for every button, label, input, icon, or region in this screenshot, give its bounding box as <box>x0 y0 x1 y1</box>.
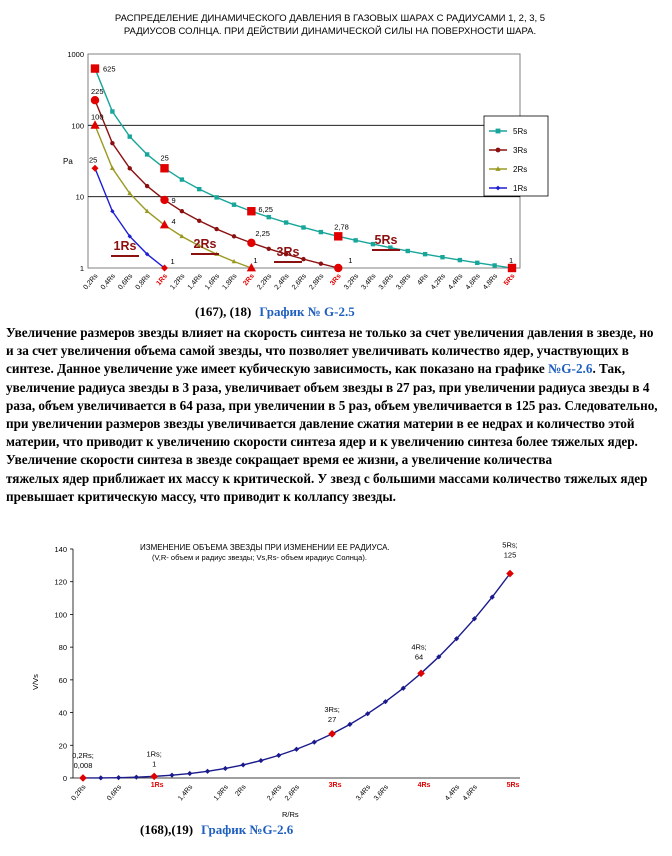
region-label: 3Rs <box>276 245 300 259</box>
volume-data-point <box>258 758 263 763</box>
data-point-5Rs <box>128 134 132 138</box>
data-point-5Rs <box>353 238 357 242</box>
data-point-5Rs <box>267 215 271 219</box>
graph-reference-link[interactable]: №G-2.6 <box>548 361 593 377</box>
volume-label-line1: 0,2Rs; <box>72 750 94 760</box>
chart1-xtick-label: 2,2Rs <box>256 272 274 292</box>
chart1-xtick-label: 3,6Rs <box>377 272 395 292</box>
chart1-xtick-label: 2Rs <box>242 272 256 288</box>
data-point-3Rs <box>232 234 236 238</box>
data-point-3Rs <box>197 219 201 223</box>
volume-data-point <box>134 775 139 780</box>
chart1-xtick-label: 0,8Rs <box>134 272 152 292</box>
chart1-caption-numbers: (167), (18) <box>195 304 252 319</box>
highlight-point <box>91 96 99 104</box>
chart1-xtick-label: 1,6Rs <box>204 272 222 292</box>
volume-data-point <box>241 762 246 767</box>
chart2-ytick-label: 20 <box>58 741 67 751</box>
data-point-5Rs <box>458 258 462 262</box>
chart1-xtick-label: 4,4Rs <box>447 272 465 292</box>
volume-data-point <box>276 753 281 758</box>
chart2-ytick-label: 140 <box>54 545 67 554</box>
chart2-caption-numbers: (168),(19) <box>140 822 194 837</box>
data-point-5Rs <box>440 255 444 259</box>
data-point-3Rs <box>145 184 149 188</box>
data-point-3Rs <box>319 262 323 266</box>
data-point-5Rs <box>232 202 236 206</box>
highlight-point <box>508 264 516 272</box>
data-point-5Rs <box>180 177 184 181</box>
chart2-xtick-label: 0,6Rs <box>105 783 124 803</box>
chart1-ylabel: Pa <box>63 157 73 166</box>
chart2-xtick-label: 4Rs <box>417 782 431 789</box>
chart1-ytick-label: 10 <box>75 192 84 202</box>
data-point-5Rs <box>423 252 427 256</box>
chart2-xtick-label: 4,6Rs <box>461 783 479 803</box>
chart2-xtick-label: 3,4Rs <box>355 783 373 803</box>
chart1-title-line1: РАСПРЕДЕЛЕНИЕ ДИНАМИЧЕСКОГО ДАВЛЕНИЯ В ГАЗОВЫХ ШАРАХ С РАДИУСАМИ 1, 2, 3, 5 <box>114 13 546 24</box>
volume-label-line2: 27 <box>327 714 337 724</box>
data-point-5Rs <box>110 109 114 113</box>
point-value-label: 2,25 <box>255 228 270 238</box>
volume-label-line1: 1Rs; <box>146 749 162 759</box>
chart1-xtick-label: 1,2Rs <box>169 272 187 292</box>
point-value-label: 625 <box>103 64 116 74</box>
chart2-xtick-label: 2Rs <box>234 783 248 798</box>
chart1-xtick-label: 3Rs <box>329 272 343 288</box>
data-point-5Rs <box>319 230 323 234</box>
chart1-xtick-label: 0,4Rs <box>99 272 117 292</box>
chart2-xtick-label: 2,6Rs <box>283 783 302 803</box>
highlight-point <box>334 232 342 240</box>
volume-label-line2: 0,008 <box>73 760 93 770</box>
chart2-caption <box>140 822 293 838</box>
data-point-5Rs <box>492 263 496 267</box>
chart2-xtick-label: 3,6Rs <box>372 783 390 803</box>
chart2-ytick-label: 100 <box>54 610 67 620</box>
point-value-label: 25 <box>89 155 98 165</box>
chart2-title-line2: (V,R- объем и радиус звезды; Vs,Rs- объем ирадиус Солнца). <box>152 553 367 562</box>
volume-label-line1: 3Rs; <box>324 704 340 714</box>
point-value-label: 1 <box>509 256 514 265</box>
volume-highlight-point <box>79 774 87 782</box>
chart2-xlabel: R/Rs <box>282 810 299 818</box>
chart1-xtick-label: 2,8Rs <box>308 272 326 292</box>
point-value-label: 1 <box>170 257 175 266</box>
chart1-xtick-label: 3,2Rs <box>343 272 361 292</box>
data-point-5Rs <box>145 152 149 156</box>
highlight-point <box>91 64 99 72</box>
volume-label-line2: 1 <box>152 759 157 769</box>
data-point-5Rs <box>284 220 288 224</box>
point-value-label: 9 <box>171 195 176 205</box>
point-value-label: 100 <box>91 112 104 122</box>
chart1-ytick-label: 1000 <box>67 50 84 59</box>
legend-label-3Rs: 3Rs <box>513 146 528 155</box>
data-point-5Rs <box>197 187 201 191</box>
volume-label-line1: 5Rs; <box>502 540 518 550</box>
region-label: 1Rs <box>113 239 137 253</box>
volume-label-line2: 125 <box>503 550 517 560</box>
chart1-caption-ref: График № G-2.5 <box>259 304 355 319</box>
chart1-xtick-label: 3,4Rs <box>360 272 378 292</box>
chart1-xtick-label: 2,4Rs <box>273 272 291 292</box>
volume-data-point <box>187 771 192 776</box>
region-label: 5Rs <box>374 233 398 247</box>
volume-data-point <box>98 775 103 780</box>
chart1-xtick-label: 5Rs <box>502 272 517 288</box>
chart1-xtick-label: 4,8Rs <box>482 272 500 292</box>
point-value-label: 1 <box>348 256 353 265</box>
chart2-xtick-label: 1Rs <box>150 782 164 789</box>
chart2-ytick-label: 60 <box>58 675 67 685</box>
volume-label-line1: 4Rs; <box>411 642 427 652</box>
chart2-ylabel: V/Vs <box>31 674 40 690</box>
chart2-xtick-label: 1,4Rs <box>177 783 195 803</box>
chart2-xtick-label: 3Rs <box>328 782 342 789</box>
volume-data-point <box>312 739 317 744</box>
chart1-xtick-label: 4,6Rs <box>464 272 482 292</box>
data-point-5Rs <box>301 225 305 229</box>
point-value-label: 225 <box>91 87 104 97</box>
volume-data-point <box>116 775 121 780</box>
volume-data-point <box>294 747 299 752</box>
chart1-xtick-label: 0,6Rs <box>117 272 135 292</box>
chart2-caption-ref: График №G-2.6 <box>201 822 294 837</box>
point-value-label: 2,78 <box>334 222 349 232</box>
chart1-plot-area <box>88 54 520 268</box>
chart2-xtick-label: 1,8Rs <box>212 783 230 803</box>
chart2-xtick-label: 5Rs <box>506 782 520 789</box>
chart1-title-line2: РАДИУСОВ СОЛНЦА. ПРИ ДЕЙСТВИИ ДИНАМИЧЕСКОЙ СИЛЫ НА ПОВЕРХНОСТИ ШАРА. <box>123 26 537 37</box>
chart1-xtick-label: 1,8Rs <box>221 272 239 292</box>
legend-label-1Rs: 1Rs <box>513 184 528 193</box>
point-value-label: 1 <box>253 256 258 265</box>
chart2-ytick-label: 40 <box>58 708 67 718</box>
point-value-label: 25 <box>160 153 169 163</box>
point-value-label: 6,25 <box>258 205 273 215</box>
chart2-ytick-label: 0 <box>62 774 67 783</box>
data-point-3Rs <box>180 209 184 213</box>
legend-marker-5Rs <box>496 129 501 134</box>
legend-label-5Rs: 5Rs <box>513 127 528 136</box>
volume-data-point <box>223 766 228 771</box>
point-value-label: 4 <box>171 217 176 227</box>
chart1-caption <box>195 304 355 320</box>
chart1-xtick-label: 2,6Rs <box>290 272 309 292</box>
data-point-3Rs <box>301 257 305 261</box>
highlight-point <box>160 164 168 172</box>
chart1-xtick-label: 4Rs <box>416 272 430 287</box>
volume-data-point <box>205 769 210 774</box>
volume-chart <box>0 538 672 818</box>
chart1-xtick-label: 3,8Rs <box>395 272 413 292</box>
volume-highlight-point <box>150 773 158 781</box>
paragraph-part2: . Так, увеличение радиуса звезды в 3 раза, увеличивает объем звезды в 27 раз, при увеличении радиуса звезды в 4 раза, объем увеличивается в 64 раза, при увеличении в 5 раз, объем увеличивается в 125 раз. Следовательно, при увеличении размеров звезды увеличивается давление сжатия материи в ее недрах и количество этой материи, что приводит к увеличению скорости синтеза ядер и к увеличению синтеза более тяжелых ядер. Увеличение скорости синтеза в звезде сокращает время ее жизни, а увеличение количества <box>6 361 658 468</box>
chart2-ytick-label: 80 <box>58 643 67 653</box>
volume-label-line2: 64 <box>414 652 424 662</box>
paragraph-part3: тяжелых ядер приближает их массу к критической. У звезд с большими массами количество тяжелых ядер превышает критическую массу, что приводит к коллапсу звезды. <box>6 470 648 504</box>
chart2-xtick-label: 0,2Rs <box>70 783 88 803</box>
chart2-xtick-label: 2,4Rs <box>266 783 284 803</box>
chart1-xtick-label: 4,2Rs <box>429 272 448 292</box>
chart2-xtick-label: 4,4Rs <box>444 783 462 803</box>
highlight-point <box>247 239 255 247</box>
data-point-5Rs <box>214 195 218 199</box>
chart2-title-line1: ИЗМЕНЕНИЕ ОБЪЕМА ЗВЕЗДЫ ПРИ ИЗМЕНЕНИИ ЕЕ РАДИУСА. <box>140 543 390 552</box>
paragraph-part1: Увеличение размеров звезды влияет на скорость синтеза не только за счет увеличения давления в звезде, но и за счет увеличения объема самой звезды, что позволяет увеличивать количество ядер, участвующих в синтезе. Данное увеличение уже имеет кубическую зависимость, как показано на графике <box>6 325 654 377</box>
chart1-xtick-label: 0,2Rs <box>82 272 100 292</box>
data-point-3Rs <box>128 166 132 170</box>
data-point-3Rs <box>214 227 218 231</box>
data-point-5Rs <box>406 249 410 253</box>
highlight-point <box>247 207 255 215</box>
chart1-xtick-label: 1Rs <box>155 272 170 288</box>
legend-label-2Rs: 2Rs <box>513 165 528 174</box>
body-paragraph <box>6 324 662 506</box>
data-point-3Rs <box>110 141 114 145</box>
volume-highlight-point <box>328 730 336 738</box>
volume-data-point <box>169 773 174 778</box>
chart1-ytick-label: 1 <box>79 264 84 273</box>
chart1-ytick-label: 100 <box>71 121 84 131</box>
highlight-point <box>334 264 342 272</box>
chart1-xtick-label: 1,4Rs <box>186 272 204 292</box>
pressure-chart <box>0 0 672 305</box>
legend-marker-3Rs <box>496 148 501 153</box>
data-point-5Rs <box>475 261 479 265</box>
data-point-3Rs <box>267 247 271 251</box>
region-label: 2Rs <box>193 237 217 251</box>
highlight-point <box>160 196 168 204</box>
chart2-ytick-label: 120 <box>54 577 67 587</box>
